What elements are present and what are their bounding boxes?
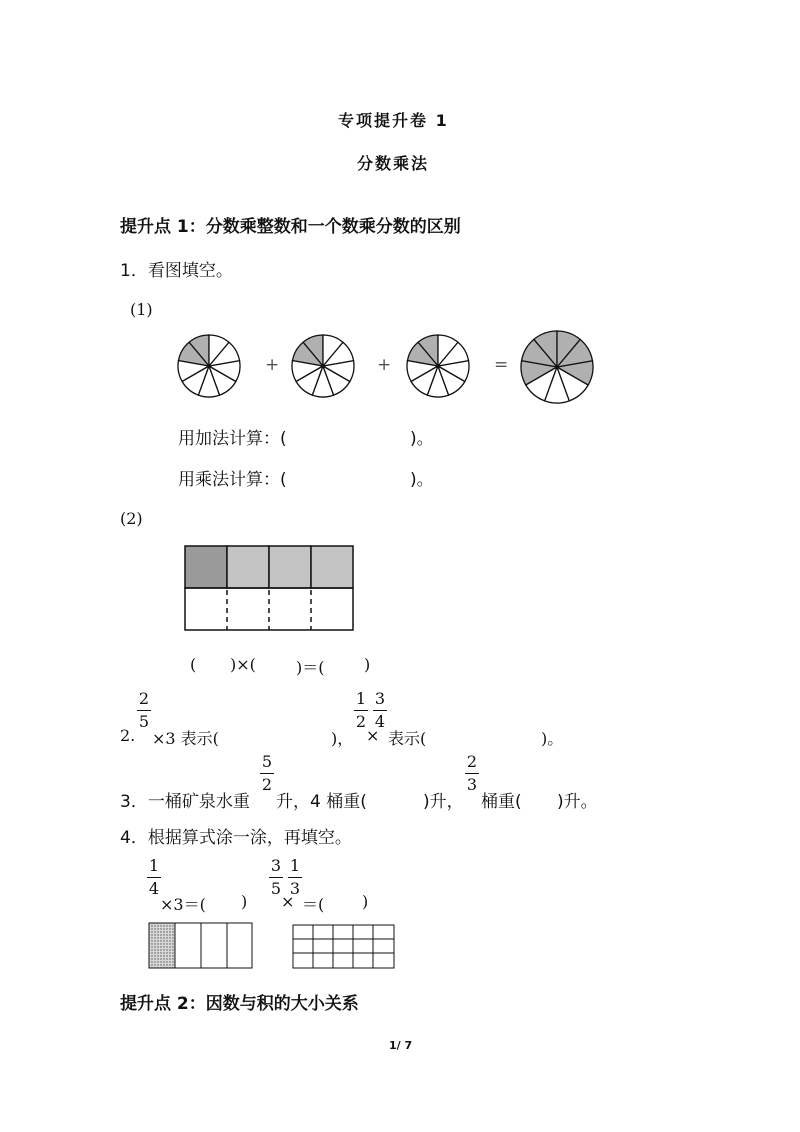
q2-text-2: 表示( [388, 729, 427, 748]
addition-line-label: 用加法计算：( [178, 429, 287, 449]
circle-diagram-3 [405, 333, 471, 399]
question-4-prompt: 4．根据算式涂一涂，再填空。 [120, 828, 352, 848]
fraction-3-4: 3 4 [374, 689, 386, 731]
q3-text-4: 桶重( [481, 792, 522, 812]
multiplication-line-label: 用乘法计算：( [178, 470, 287, 490]
fraction-1-3: 1 3 [289, 856, 301, 898]
part-2-label: (2) [120, 509, 143, 528]
q4-expr-2-close: ) [362, 892, 369, 911]
fraction-2-5: 2 5 [138, 689, 150, 731]
grid-3x5 [292, 924, 396, 970]
fraction-1-2: 1 2 [355, 689, 367, 731]
formula-open-1: ( [190, 655, 197, 674]
circle-diagram-result [519, 329, 595, 405]
plus-sign-1: + [265, 355, 280, 375]
fraction-1-4: 1 4 [148, 856, 160, 898]
q4-times: × [281, 892, 295, 911]
equals-sign: = [494, 355, 509, 375]
part-1-label: (1) [130, 300, 153, 319]
formula-times: )×( [230, 655, 256, 674]
section-heading-1: 提升点 1：分数乘整数和一个数乘分数的区别 [120, 217, 461, 237]
section-heading-2: 提升点 2：因数与积的大小关系 [120, 994, 359, 1014]
fraction-5-2: 5 2 [261, 752, 273, 794]
addition-line-close: )。 [410, 429, 434, 449]
page-title: 专项提升卷 1 [338, 111, 449, 130]
rectangle-diagram [183, 544, 357, 634]
fraction-2-3: 2 3 [466, 752, 478, 794]
fraction-3-5: 3 5 [270, 856, 282, 898]
multiplication-line-close: )。 [410, 470, 434, 490]
q4-expr-1: ×3＝( [160, 895, 206, 914]
question-1-prompt: 1．看图填空。 [120, 261, 233, 281]
q2-times: × [366, 726, 380, 745]
q2-text-1: ×3 表示( [152, 729, 219, 748]
circle-diagram-2 [290, 333, 356, 399]
q2-end: )。 [541, 729, 564, 748]
q4-expr-2: ＝( [302, 895, 325, 914]
question-2-number: 2. [120, 726, 136, 745]
q3-text-5: )升。 [557, 792, 598, 812]
formula-close: ) [364, 655, 371, 674]
circle-diagram-1 [176, 333, 242, 399]
formula-equals: )＝( [296, 658, 325, 677]
page-number: 1/ 7 [389, 1039, 413, 1052]
q3-text-1: 3．一桶矿泉水重 [120, 792, 250, 812]
q3-text-2: 升，4 桶重( [276, 792, 367, 812]
grid-1x4 [148, 922, 254, 970]
page-subtitle: 分数乘法 [357, 154, 430, 173]
plus-sign-2: + [377, 355, 392, 375]
q2-mid: )， [331, 729, 354, 748]
q4-expr-1-close: ) [241, 892, 248, 911]
q3-text-3: )升， [423, 792, 464, 812]
